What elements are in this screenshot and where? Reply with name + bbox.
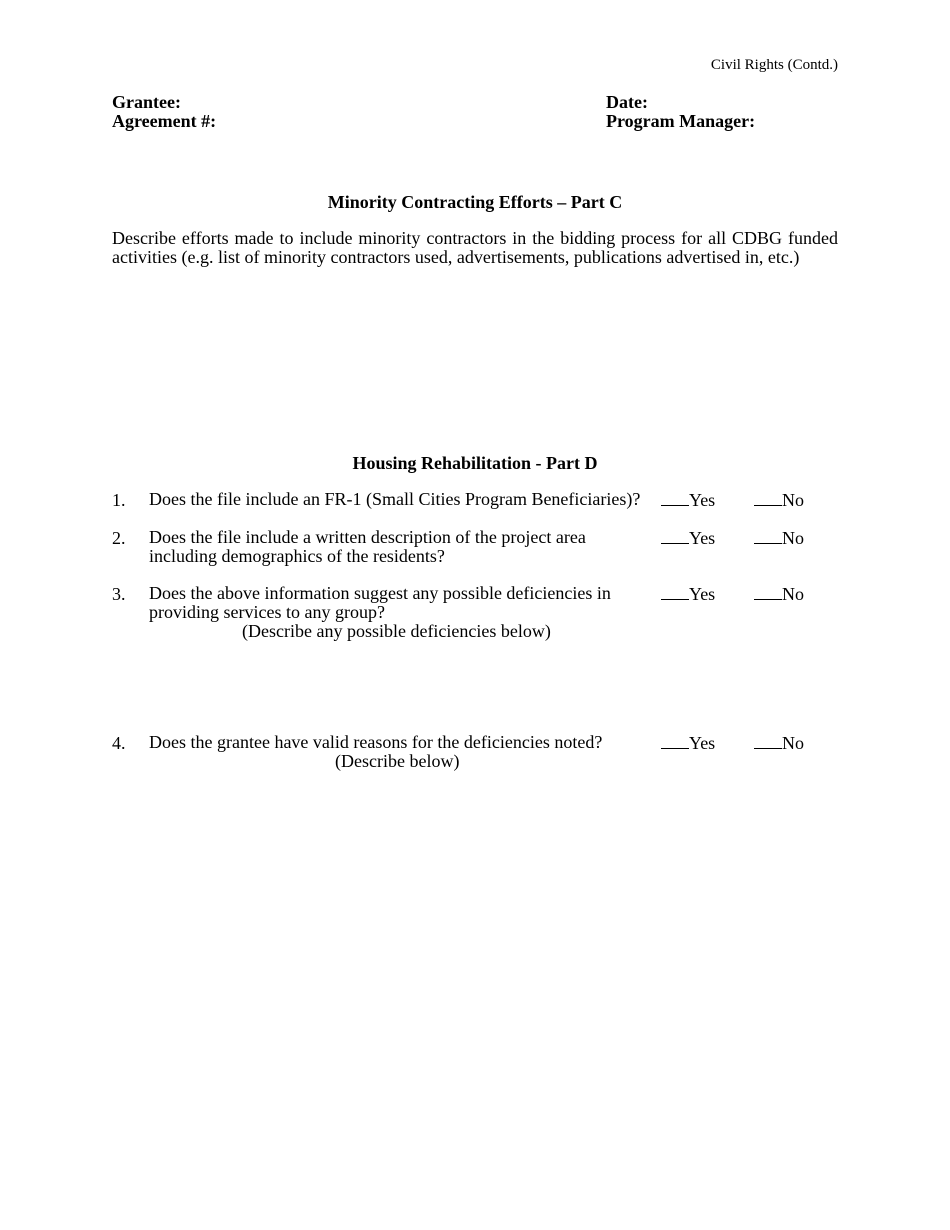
question-2-no-option[interactable] [754,528,804,549]
question-2-line-2: including demographics of the residents? [149,546,445,566]
question-4-yes-blank[interactable] [661,734,689,749]
part-c-description: Describe efforts made to include minority contractors in the bidding process for all CDBG funded activities (e.g. list of minority contractors used, advertisements, publications advertised in, etc.) [112,228,838,267]
question-2-line-1: Does the file include a written description of the project area [149,527,586,547]
question-2-yes-label: Yes [689,528,716,548]
question-1-no-option[interactable] [754,490,804,511]
question-4-number: 4. [112,733,126,753]
question-4-no-option[interactable] [754,733,804,754]
question-2-no-label: No [782,528,804,548]
question-4-no-label: No [782,733,804,753]
question-4-no-blank[interactable] [754,734,782,749]
question-1-text [149,490,640,509]
question-3-no-blank[interactable] [754,585,782,600]
question-2-yes-blank[interactable] [661,529,689,544]
question-3-note: (Describe any possible deficiencies below) [242,621,551,641]
question-2-no-blank[interactable] [754,529,782,544]
question-3-text [149,584,611,622]
agreement-number-label: Agreement #: [112,111,217,131]
question-3-line-1: Does the above information suggest any possible deficiencies in [149,583,611,603]
question-2-number: 2. [112,528,126,548]
question-3-number: 3. [112,584,126,604]
part-c-title: Minority Contracting Efforts – Part C [327,192,623,212]
question-3-no-label: No [782,584,804,604]
question-1-yes-label: Yes [689,490,716,510]
question-1-yes-blank[interactable] [661,491,689,506]
running-header: Civil Rights (Contd.) [710,57,838,73]
question-4-text [149,733,602,752]
question-3-no-option[interactable] [754,584,804,605]
question-3-line-2: providing services to any group? [149,602,385,622]
grantee-label: Grantee: [112,92,181,112]
question-4-line-1: Does the grantee have valid reasons for the deficiencies noted? [149,732,603,752]
question-3-yes-blank[interactable] [661,585,689,600]
question-1-line-1: Does the file include an FR-1 (Small Cities Program Beneficiaries)? [149,489,641,509]
question-1-number: 1. [112,490,126,510]
question-1-yes-option[interactable] [661,490,715,511]
date-label: Date: [606,92,648,112]
question-4-yes-option[interactable] [661,733,715,754]
question-1-no-label: No [782,490,804,510]
question-4-note: (Describe below) [335,751,460,771]
part-d-title: Housing Rehabilitation - Part D [352,453,598,473]
question-4-yes-label: Yes [689,733,716,753]
question-1-no-blank[interactable] [754,491,782,506]
question-2-yes-option[interactable] [661,528,715,549]
question-3-yes-option[interactable] [661,584,715,605]
program-manager-label: Program Manager: [606,111,756,131]
question-3-yes-label: Yes [689,584,716,604]
question-2-text [149,528,586,566]
